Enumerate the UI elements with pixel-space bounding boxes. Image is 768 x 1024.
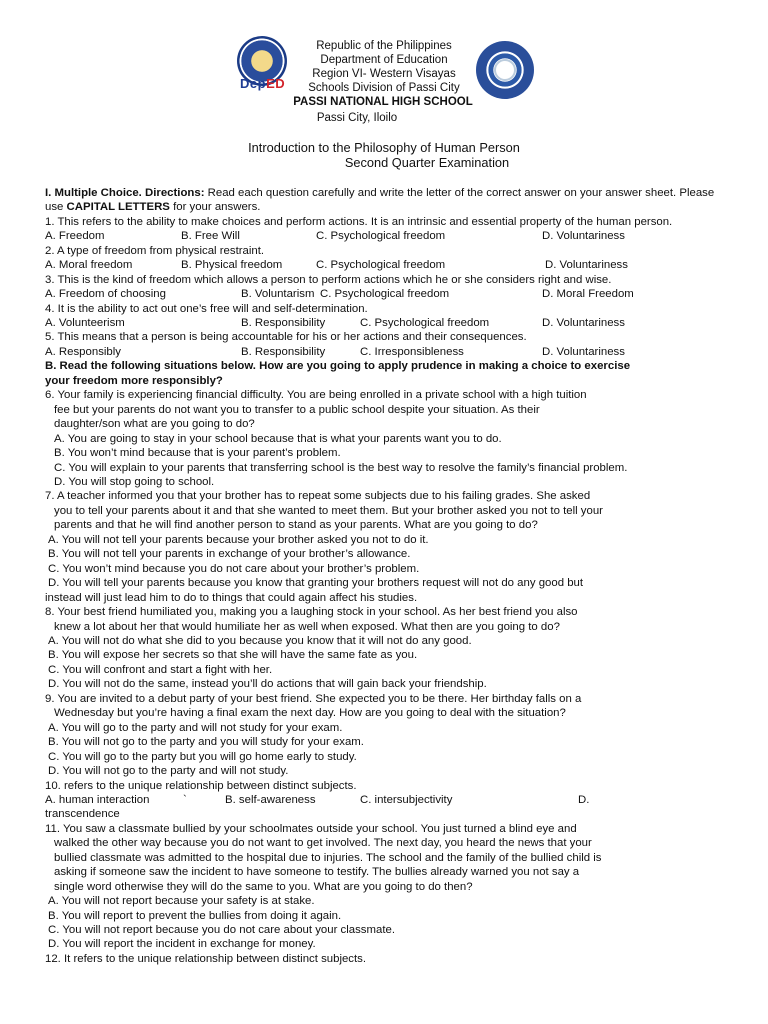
- option-b: B. Free Will: [181, 230, 240, 243]
- exam-subject: Introduction to the Philosophy of Human Person: [248, 140, 520, 155]
- question-9-option-d: D. You will not go to the party and will not study.: [48, 765, 289, 778]
- option-a: A. human interaction: [45, 793, 150, 806]
- header-region: Region VI- Western Visayas: [312, 68, 456, 80]
- question-11-option-b: B. You will report to prevent the bullies from doing it again.: [48, 909, 342, 922]
- question-11-line-1: 11. You saw a classmate bullied by your schoolmates outside your school. You just turned a blind eye and: [45, 822, 577, 835]
- question-10-option-d-cont: transcendence: [45, 808, 120, 821]
- option-c: C. Psychological freedom: [316, 230, 446, 243]
- question-2-stem: 2. A type of freedom from physical restraint.: [45, 244, 265, 257]
- option-b: B. Physical freedom: [181, 259, 283, 272]
- question-11-line-4: asking if someone saw the incident to have someone to testify. The bullies already warned you not say a: [54, 866, 580, 879]
- question-6-line-1: 6. Your family is experiencing financial difficulty. You are being enrolled in a private school with a high tuition: [45, 389, 587, 402]
- option-b: B. Responsibility: [241, 345, 326, 358]
- question-11-line-2: walked the other way because you do not want to get involved. The next day, you heard the news that your: [54, 837, 592, 850]
- question-8-option-d: D. You will not do the same, instead you’ll do actions that will gain back your friendship.: [48, 678, 487, 691]
- question-6-line-2: fee but your parents do not want you to transfer to a public school despite your situation. As their: [54, 403, 540, 416]
- question-8-option-a: A. You will not do what she did to you because you know that it will not do any good.: [48, 634, 472, 647]
- question-2-options: [45, 258, 735, 272]
- header-republic: Republic of the Philippines: [316, 40, 452, 52]
- question-10-options: [45, 793, 735, 807]
- letterhead: [0, 36, 768, 128]
- school-address: Passi City, Iloilo: [316, 112, 398, 124]
- header-division: Schools Division of Passi City: [308, 82, 460, 94]
- question-10-stem: 10. refers to the unique relationship between distinct subjects.: [45, 779, 357, 792]
- deped-wordmark: DepED: [240, 76, 286, 91]
- question-11-line-5: single word otherwise they will do the same to you. What are you going to do then?: [54, 880, 473, 893]
- question-9-line-1: 9. You are invited to a debut party of your best friend. She expected you to be there. Her birthday falls on a: [45, 692, 582, 705]
- header-department: Department of Education: [320, 54, 448, 66]
- question-4-stem: 4. It is the ability to act out one’s free will and self-determination.: [45, 302, 368, 315]
- question-5-stem: 5. This means that a person is being accountable for his or her actions and their consequences.: [45, 331, 527, 344]
- option-b: B. Voluntarism: [241, 288, 315, 301]
- option-d: D. Moral Freedom: [542, 288, 634, 301]
- question-7-option-b: B. You will not tell your parents in exchange of your brother’s allowance.: [48, 548, 411, 561]
- option-a: A. Volunteerism: [45, 317, 125, 330]
- question-7-line-3: parents and that he will find another person to stand as your parents. What are you going to do?: [54, 519, 538, 532]
- option-d: D. Voluntariness: [542, 230, 625, 243]
- question-3-stem: 3. This is the kind of freedom which allows a person to perform actions which he or she considers right and wise.: [45, 273, 612, 286]
- section-b-heading-1: B. Read the following situations below. How are you going to apply prudence in making a choice to exercise: [45, 360, 631, 373]
- question-7-option-a: A. You will not tell your parents because your brother asked you not to do it.: [48, 533, 429, 546]
- exam-quarter: Second Quarter Examination: [344, 155, 510, 170]
- question-7-option-d-cont: instead will just lead him to do to things that could again affect his studies.: [45, 591, 418, 604]
- question-8-line-1: 8. Your best friend humiliated you, making you a laughing stock in your school. As her best friend you also: [45, 606, 578, 619]
- question-9-option-c: C. You will go to the party but you will go home early to study.: [48, 750, 357, 763]
- school-name: PASSI NATIONAL HIGH SCHOOL: [293, 96, 473, 108]
- option-c: C. Psychological freedom: [320, 288, 450, 301]
- question-7-line-1: 7. A teacher informed you that your brother has to repeat some subjects due to his failing grades. She asked: [45, 490, 591, 503]
- section-b-heading-2: your freedom more responsibly?: [45, 374, 223, 387]
- option-d: D. Voluntariness: [542, 317, 625, 330]
- question-1-options: [45, 229, 735, 243]
- option-a: A. Freedom: [45, 230, 105, 243]
- option-c: C. Irresponsibleness: [360, 345, 464, 358]
- option-a: A. Freedom of choosing: [45, 288, 166, 301]
- question-7-option-c: C. You won’t mind because you do not care about your brother’s problem.: [48, 562, 420, 575]
- question-8-option-b: B. You will expose her secrets so that she will have the same fate as you.: [48, 649, 418, 662]
- section-i-directions: I. Multiple Choice. Directions: Read each question carefully and write the letter of the correct answer on your answer sheet. Please use CAPITAL LETTERS for your answers.: [45, 187, 715, 214]
- question-11-option-d: D. You will report the incident in exchange for money.: [48, 938, 316, 951]
- question-9-option-b: B. You will not go to the party and you will study for your exam.: [48, 736, 364, 749]
- question-6-option-b: B. You won’t mind because that is your parent’s problem.: [54, 447, 341, 460]
- question-7-line-2: you to tell your parents about it and that she wanted to meet them. But your brother asked you not to tell your: [54, 504, 603, 517]
- option-c: C. Psychological freedom: [360, 317, 490, 330]
- option-b: B. Responsibility: [241, 317, 326, 330]
- question-6-option-c: C. You will explain to your parents that transferring school is the best way to resolve the family’s financial problem.: [54, 461, 628, 474]
- option-c: C. Psychological freedom: [316, 259, 446, 272]
- option-a: A. Moral freedom: [45, 259, 133, 272]
- option-d: D. Voluntariness: [542, 345, 625, 358]
- question-6-line-3: daughter/son what are you going to do?: [54, 418, 255, 431]
- question-8-option-c: C. You will confront and start a fight with her.: [48, 663, 273, 676]
- question-9-option-a: A. You will go to the party and will not study for your exam.: [48, 721, 343, 734]
- question-11-option-c: C. You will not report because you do not care about your classmate.: [48, 924, 395, 937]
- question-7-option-d: D. You will tell your parents because you know that granting your brothers request will not do any good but: [48, 577, 584, 590]
- option-d: D. Voluntariness: [545, 259, 628, 272]
- question-9-line-2: Wednesday but you’re having a final exam the next day. How are you going to deal with the situation?: [54, 707, 566, 720]
- question-8-line-2: knew a lot about her that would humiliate her as well when exposed. What then are you going to do?: [54, 620, 560, 633]
- stray-tick-mark: `: [183, 793, 187, 806]
- question-6-option-d: D. You will stop going to school.: [54, 475, 215, 488]
- question-3-options: [45, 287, 735, 301]
- option-a: A. Responsibly: [45, 345, 121, 358]
- question-4-options: [45, 316, 735, 330]
- question-5-options: [45, 345, 735, 359]
- question-11-line-3: bullied classmate was admitted to the hospital due to injuries. The school and the family of the bullied child is: [54, 851, 602, 864]
- option-d: D.: [578, 793, 590, 806]
- option-b: B. self-awareness: [225, 793, 316, 806]
- exam-body: [45, 186, 735, 966]
- question-6-option-a: A. You are going to stay in your school because that is what your parents want you to do.: [54, 432, 502, 445]
- question-1-stem: 1. This refers to the ability to make choices and perform actions. It is an intrinsic and essential property of the human person.: [45, 215, 673, 228]
- question-11-option-a: A. You will not report because your safety is at stake.: [48, 895, 315, 908]
- option-c: C. intersubjectivity: [360, 793, 453, 806]
- question-12-stem: 12. It refers to the unique relationship between distinct subjects.: [45, 952, 367, 965]
